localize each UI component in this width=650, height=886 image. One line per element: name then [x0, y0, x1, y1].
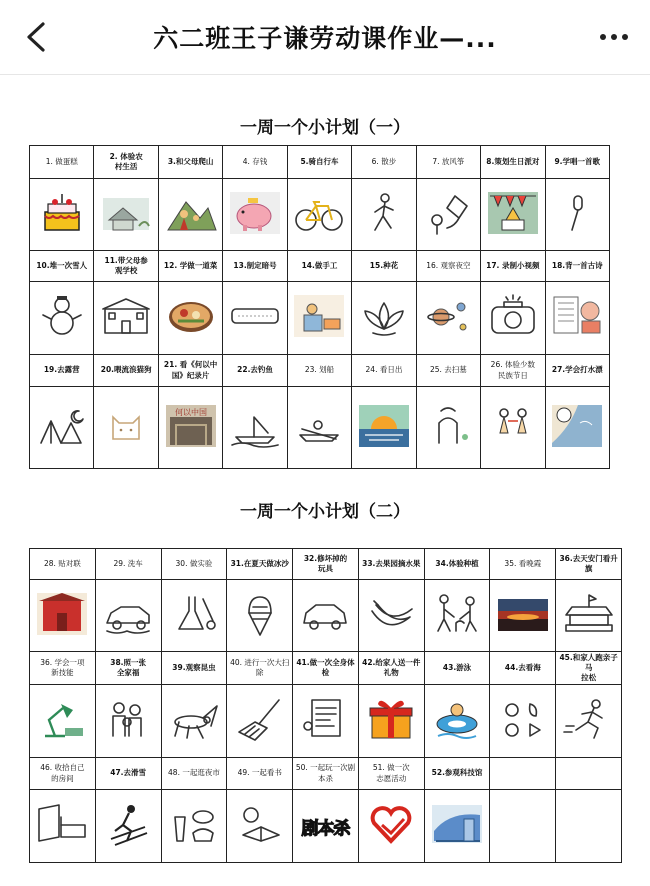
- toy-car-icon: [298, 591, 352, 641]
- activity-label: 21. 看《何以中 国》纪录片: [159, 355, 223, 387]
- activity-label: 43.游泳: [425, 652, 491, 685]
- activity-label: 44.去看海: [490, 652, 556, 685]
- back-arrow-icon[interactable]: [20, 20, 54, 54]
- activity-label: 42.给家人送一件 礼物: [359, 652, 425, 685]
- activity-label: 29. 洗车: [96, 549, 162, 580]
- activity-label: 48. 一起逛夜市: [162, 758, 228, 790]
- desk-lamp-icon: [35, 696, 89, 746]
- activity-label: 34.体验种植: [425, 549, 491, 580]
- reading-kid-icon: [233, 801, 287, 851]
- activity-label: 7. 放风筝: [417, 146, 481, 179]
- empty-cell: [490, 790, 556, 863]
- activity-picture: [96, 580, 162, 652]
- cake-icon: [35, 190, 89, 240]
- empty-cell: [556, 758, 622, 790]
- plan-one-table: [29, 145, 610, 469]
- activity-picture: [490, 580, 556, 652]
- activity-label: 13.制定暗号: [223, 251, 287, 282]
- activity-picture: [546, 387, 610, 469]
- plan-two-table: [29, 548, 622, 863]
- activity-picture: [417, 282, 481, 355]
- activity-label: 4. 存钱: [223, 146, 287, 179]
- activity-picture: [30, 387, 94, 469]
- activity-picture: [546, 282, 610, 355]
- activity-label: 47.去滑雪: [96, 758, 162, 790]
- activity-label: 22.去钓鱼: [223, 355, 287, 387]
- activity-label: 27.学会打水漂: [546, 355, 610, 387]
- activity-label: 24. 看日出: [352, 355, 416, 387]
- spring-couplets-icon: [35, 591, 89, 641]
- activity-label: 28. 贴对联: [30, 549, 96, 580]
- activity-picture: [481, 282, 545, 355]
- activity-label: 49. 一起看书: [227, 758, 293, 790]
- party-flags-icon: [486, 190, 540, 240]
- activity-label: 8.策划生日派对: [481, 146, 545, 179]
- activity-label: 36. 学会一项 新技能: [30, 652, 96, 685]
- activity-label: 31.在夏天做冰沙: [227, 549, 293, 580]
- activity-picture: [293, 790, 359, 863]
- activity-label: 19.去露营: [30, 355, 94, 387]
- more-dots-icon[interactable]: [594, 22, 634, 52]
- piggy-bank-icon: [228, 190, 282, 240]
- activity-picture: [223, 282, 287, 355]
- activity-picture: [293, 580, 359, 652]
- activity-picture: [425, 790, 491, 863]
- activity-label: 20.喂流浪猫狗: [94, 355, 158, 387]
- fishing-boat-icon: [228, 403, 282, 453]
- empty-cell: [556, 790, 622, 863]
- camera-icon: [486, 293, 540, 343]
- activity-label: 1. 做蛋糕: [30, 146, 94, 179]
- ice-cream-icon: [233, 591, 287, 641]
- school-building-icon: [99, 293, 153, 343]
- activity-picture: [223, 179, 287, 251]
- activity-label: 35. 看晚霞: [490, 549, 556, 580]
- activity-label: 10.堆一次雪人: [30, 251, 94, 282]
- activity-label: 39.观察昆虫: [162, 652, 228, 685]
- empty-cell: [490, 758, 556, 790]
- swimming-ring-icon: [430, 696, 484, 746]
- activity-picture: [30, 685, 96, 758]
- grasshopper-icon: [167, 696, 221, 746]
- activity-picture: [417, 387, 481, 469]
- activity-picture: [159, 282, 223, 355]
- sunset-glow-icon: [496, 591, 550, 641]
- activity-picture: [162, 685, 228, 758]
- activity-picture: [96, 790, 162, 863]
- activity-label: 25. 去扫墓: [417, 355, 481, 387]
- activity-picture: [227, 580, 293, 652]
- activity-picture: [546, 179, 610, 251]
- activity-picture: [352, 387, 416, 469]
- activity-picture: [288, 282, 352, 355]
- activity-label: 3.和父母爬山: [159, 146, 223, 179]
- activity-picture: [425, 580, 491, 652]
- activity-picture: [490, 685, 556, 758]
- tent-icon: [35, 403, 89, 453]
- handcraft-icon: [292, 293, 346, 343]
- activity-label: 18.背一首古诗: [546, 251, 610, 282]
- activity-picture: [288, 387, 352, 469]
- lotus-flower-icon: [357, 293, 411, 343]
- runner-icon: [562, 696, 616, 746]
- svg-text:何以中国: 何以中国: [174, 407, 207, 417]
- activity-picture: [359, 685, 425, 758]
- activity-picture: [30, 282, 94, 355]
- activity-picture: [94, 387, 158, 469]
- activity-picture: [94, 282, 158, 355]
- activity-picture: [556, 580, 622, 652]
- hot-pot-icon: [164, 293, 218, 343]
- activity-picture: [162, 790, 228, 863]
- activity-label: 5.骑自行车: [288, 146, 352, 179]
- activity-picture: [227, 685, 293, 758]
- activity-picture: [30, 179, 94, 251]
- broom-icon: [233, 696, 287, 746]
- activity-picture: [481, 387, 545, 469]
- seashells-icon: [496, 696, 550, 746]
- activity-label: 30. 做实验: [162, 549, 228, 580]
- activity-picture: [425, 685, 491, 758]
- activity-label: 14.做手工: [288, 251, 352, 282]
- activity-picture: [159, 179, 223, 251]
- activity-label: 40. 进行一次大扫 除: [227, 652, 293, 685]
- activity-label: 9.学唱一首歌: [546, 146, 610, 179]
- activity-label: 41.做一次全身体 检: [293, 652, 359, 685]
- cat-icon: [99, 403, 153, 453]
- activity-picture: [293, 685, 359, 758]
- activity-label: 16. 观察夜空: [417, 251, 481, 282]
- tomb-icon: [421, 403, 475, 453]
- activity-picture: [96, 685, 162, 758]
- activity-label: 46. 收拾自己 的房间: [30, 758, 96, 790]
- mountain-family-icon: [164, 190, 218, 240]
- top-bar: [0, 0, 650, 75]
- activity-label: 23. 划船: [288, 355, 352, 387]
- activity-picture: [30, 580, 96, 652]
- secret-note-icon: [228, 293, 282, 343]
- lab-flask-icon: [167, 591, 221, 641]
- documentary-poster-icon: [164, 403, 218, 453]
- activity-label: 6. 散步: [352, 146, 416, 179]
- gift-box-icon: [364, 696, 418, 746]
- activity-picture: [223, 387, 287, 469]
- activity-picture: [359, 580, 425, 652]
- activity-label: 36.去天安门看升旗: [556, 549, 622, 580]
- activity-label: 12. 学做一道菜: [159, 251, 223, 282]
- activity-picture: [288, 179, 352, 251]
- sunrise-icon: [357, 403, 411, 453]
- plan-two-title: 一周一个小计划（二）: [240, 502, 410, 522]
- page-title: 六二班王子谦劳动课作业—...: [153, 24, 497, 53]
- activity-picture: [159, 387, 223, 469]
- stone-skipping-icon: [550, 403, 604, 453]
- bicycle-icon: [292, 190, 346, 240]
- snowman-icon: [35, 293, 89, 343]
- activity-picture: [162, 580, 228, 652]
- activity-label: 17. 录制小视频: [481, 251, 545, 282]
- checkup-form-icon: [298, 696, 352, 746]
- activity-label: 33.去果园摘水果: [359, 549, 425, 580]
- street-food-icon: [167, 801, 221, 851]
- activity-label: 38.照一张 全家福: [96, 652, 162, 685]
- activity-label: 52.参观科技馆: [425, 758, 491, 790]
- microphone-icon: [550, 190, 604, 240]
- science-museum-icon: [430, 801, 484, 851]
- activity-label: 45.和家人跑亲子马 拉松: [556, 652, 622, 685]
- activity-picture: [94, 179, 158, 251]
- rowing-boat-icon: [292, 403, 346, 453]
- poem-scroll-icon: [550, 293, 604, 343]
- bedroom-icon: [35, 801, 89, 851]
- activity-picture: [417, 179, 481, 251]
- tiananmen-icon: [562, 591, 616, 641]
- skier-icon: [101, 801, 155, 851]
- kite-icon: [421, 190, 475, 240]
- activity-label: 11.带父母参 观学校: [94, 251, 158, 282]
- ethnic-dancers-icon: [486, 403, 540, 453]
- family-photo-icon: [101, 696, 155, 746]
- activity-label: 50. 一起玩一次剧 本杀: [293, 758, 359, 790]
- activity-picture: [30, 790, 96, 863]
- car-wash-icon: [101, 591, 155, 641]
- activity-label: 51. 做一次 志愿活动: [359, 758, 425, 790]
- murder-mystery-icon: 剧本杀: [301, 818, 350, 839]
- planting-people-icon: [430, 591, 484, 641]
- activity-picture: [352, 282, 416, 355]
- planets-icon: [421, 293, 475, 343]
- activity-label: 15.种花: [352, 251, 416, 282]
- bananas-icon: [364, 591, 418, 641]
- activity-picture: [227, 790, 293, 863]
- activity-label: 2. 体验农 村生活: [94, 146, 158, 179]
- walking-person-icon: [357, 190, 411, 240]
- activity-label: 32.修坏掉的 玩具: [293, 549, 359, 580]
- activity-picture: [352, 179, 416, 251]
- farm-house-icon: [99, 190, 153, 240]
- activity-picture: [359, 790, 425, 863]
- activity-picture: [556, 685, 622, 758]
- activity-picture: [481, 179, 545, 251]
- plan-one-title: 一周一个小计划（一）: [240, 118, 410, 138]
- activity-label: 26. 体验少数 民族节日: [481, 355, 545, 387]
- volunteer-heart-icon: [364, 801, 418, 851]
